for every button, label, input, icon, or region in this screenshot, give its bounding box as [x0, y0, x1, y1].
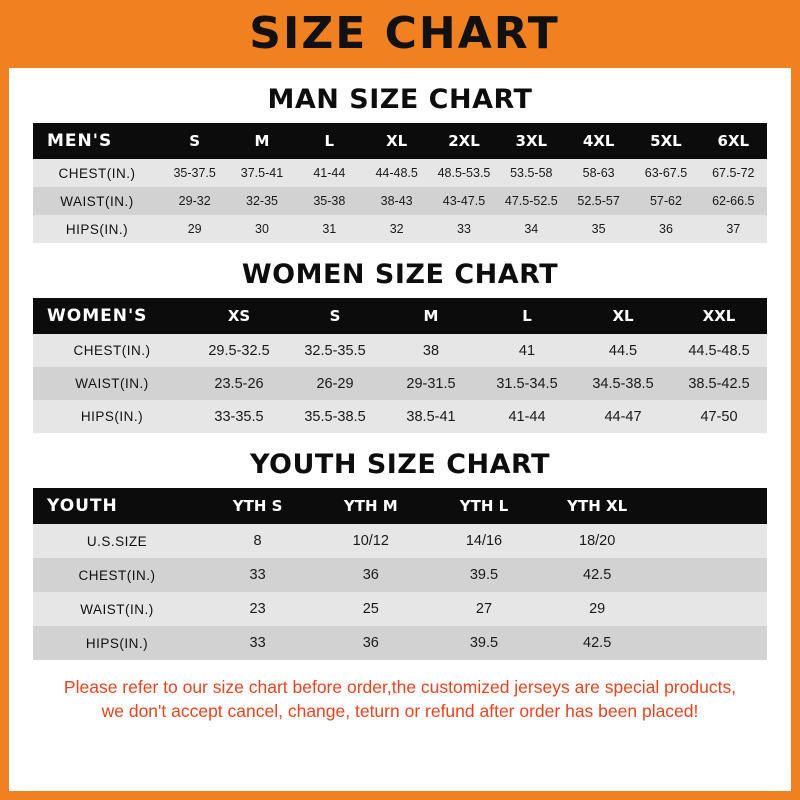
men-cell-1-7: 57-62 — [649, 194, 682, 208]
youth-cell-0-3: 18/20 — [579, 533, 616, 549]
women-cell-0-4: 44.5 — [608, 342, 638, 359]
women-cell-0-3: 41 — [518, 342, 536, 359]
men-cell-0-6: 58-63 — [582, 166, 615, 180]
youth-cell-0-1: 10/12 — [352, 533, 389, 549]
men-size-table — [33, 123, 767, 243]
youth-cell-1-2: 39.5 — [469, 567, 499, 583]
men-cell-1-4: 43-47.5 — [442, 194, 486, 208]
content — [9, 84, 791, 723]
youth-cell-0-0: 8 — [253, 533, 262, 549]
women-cell-1-5: 38.5-42.5 — [688, 375, 750, 392]
men-cell-1-8: 62-66.5 — [712, 194, 755, 208]
women-row-label-0: CHEST(IN.) — [73, 343, 151, 358]
men-col-1: M — [254, 132, 270, 150]
youth-col-3: YTH XL — [567, 497, 628, 515]
table-row — [33, 187, 767, 215]
men-col-5: 3XL — [515, 132, 548, 150]
youth-cell-2-2: 27 — [475, 601, 493, 617]
table-row — [33, 159, 767, 187]
page-title: SIZE CHART — [249, 8, 560, 59]
women-cell-1-2: 29-31.5 — [406, 375, 456, 392]
youth-cell-3-1: 36 — [362, 635, 379, 651]
youth-row-label-1: CHEST(IN.) — [78, 567, 156, 583]
men-table-body — [33, 159, 767, 243]
men-cell-2-2: 31 — [322, 222, 337, 236]
youth-row-label-0: U.S.SIZE — [86, 533, 148, 549]
women-row-label-header: WOMEN'S — [47, 306, 148, 326]
men-cell-2-3: 32 — [389, 222, 404, 236]
youth-col-1: YTH M — [343, 497, 398, 515]
order-notice — [33, 676, 767, 723]
men-row-label-1: WAIST(IN.) — [60, 193, 134, 209]
men-col-6: 4XL — [582, 132, 615, 150]
men-col-8: 6XL — [717, 132, 750, 150]
men-cell-2-1: 30 — [255, 222, 269, 236]
youth-row-label-3: HIPS(IN.) — [85, 635, 149, 651]
youth-cell-1-4 — [654, 558, 767, 592]
youth-cell-3-2: 39.5 — [469, 635, 499, 651]
table-row — [33, 334, 767, 367]
order-notice-line-1: Please refer to our size chart before order,the customized jerseys are special products, — [63, 677, 737, 697]
women-col-4: XL — [612, 307, 634, 325]
youth-col-4 — [654, 488, 767, 524]
women-cell-0-1: 32.5-35.5 — [304, 342, 366, 359]
table-row — [33, 592, 767, 626]
women-col-3: L — [522, 307, 532, 325]
men-cell-1-0: 29-32 — [178, 194, 211, 208]
table-row — [33, 215, 767, 243]
women-cell-0-2: 38 — [422, 342, 440, 359]
banner — [0, 0, 800, 68]
youth-cell-0-4 — [654, 524, 767, 558]
youth-size-table — [33, 488, 767, 660]
men-cell-1-5: 47.5-52.5 — [504, 194, 558, 208]
men-cell-1-6: 52.5-57 — [577, 194, 620, 208]
table-row — [33, 626, 767, 660]
men-cell-2-4: 33 — [457, 222, 471, 236]
men-row-label-header: MEN'S — [47, 131, 113, 151]
men-col-7: 5XL — [650, 132, 682, 150]
section-title-youth: YOUTH SIZE CHART — [249, 449, 551, 480]
women-row-label-1: WAIST(IN.) — [75, 376, 149, 391]
table-header-row — [33, 123, 767, 159]
youth-table-head — [33, 488, 767, 524]
youth-cell-2-1: 25 — [362, 601, 379, 617]
men-cell-0-7: 63-67.5 — [644, 166, 688, 180]
women-cell-2-1: 35.5-38.5 — [304, 408, 366, 425]
table-header-row — [33, 488, 767, 524]
men-col-2: L — [324, 132, 335, 150]
men-col-4: 2XL — [448, 132, 480, 150]
women-cell-2-2: 38.5-41 — [406, 408, 456, 425]
section-title-women: WOMEN SIZE CHART — [241, 259, 559, 290]
men-cell-1-2: 35-38 — [313, 194, 346, 208]
women-cell-2-4: 44-47 — [604, 408, 642, 425]
youth-col-2: YTH L — [459, 497, 509, 515]
table-row — [33, 367, 767, 400]
men-cell-0-0: 35-37.5 — [173, 166, 216, 180]
men-cell-2-0: 29 — [187, 222, 202, 236]
men-cell-2-8: 37 — [726, 222, 741, 236]
men-cell-1-1: 32-35 — [246, 194, 278, 208]
youth-cell-3-3: 42.5 — [583, 635, 612, 651]
table-row — [33, 524, 767, 558]
women-size-table — [33, 298, 767, 433]
women-col-1: S — [329, 307, 341, 325]
men-cell-0-4: 48.5-53.5 — [437, 166, 491, 180]
men-table-head — [33, 123, 767, 159]
youth-cell-3-0: 33 — [249, 635, 266, 651]
youth-cell-3-4 — [654, 626, 767, 660]
women-cell-1-0: 23.5-26 — [214, 375, 264, 392]
youth-cell-2-4 — [654, 592, 767, 626]
women-cell-1-1: 26-29 — [316, 375, 354, 392]
men-cell-0-8: 67.5-72 — [712, 166, 755, 180]
section-title-men: MAN SIZE CHART — [267, 84, 533, 115]
youth-cell-1-1: 36 — [362, 567, 379, 583]
youth-table-body — [33, 524, 767, 660]
women-col-5: XXL — [702, 307, 736, 325]
women-cell-2-3: 41-44 — [508, 408, 546, 425]
men-cell-0-3: 44-48.5 — [375, 166, 418, 180]
men-cell-2-5: 34 — [524, 222, 539, 236]
youth-col-0: YTH S — [232, 497, 283, 515]
table-row — [33, 558, 767, 592]
men-cell-0-1: 37.5-41 — [240, 166, 284, 180]
youth-cell-1-0: 33 — [249, 567, 266, 583]
men-cell-0-5: 53.5-58 — [510, 166, 553, 180]
order-notice-line-2: we don't accept cancel, change, teturn or refund after order has been placed! — [101, 700, 699, 721]
women-cell-1-3: 31.5-34.5 — [496, 375, 558, 392]
youth-cell-0-2: 14/16 — [465, 533, 503, 549]
women-table-body — [33, 334, 767, 433]
men-cell-0-2: 41-44 — [313, 166, 346, 180]
women-cell-1-4: 34.5-38.5 — [592, 375, 654, 392]
youth-cell-2-0: 23 — [249, 601, 266, 617]
table-row — [33, 400, 767, 433]
women-cell-2-0: 33-35.5 — [214, 408, 264, 425]
women-cell-0-0: 29.5-32.5 — [208, 342, 270, 359]
women-cell-2-5: 47-50 — [700, 408, 738, 425]
youth-row-label-header: YOUTH — [47, 496, 118, 516]
youth-cell-1-3: 42.5 — [583, 567, 612, 583]
men-cell-2-7: 36 — [659, 222, 673, 236]
youth-row-label-2: WAIST(IN.) — [80, 601, 154, 617]
men-col-3: XL — [386, 132, 408, 150]
women-row-label-2: HIPS(IN.) — [80, 409, 144, 424]
table-header-row — [33, 298, 767, 334]
men-cell-2-6: 35 — [591, 222, 606, 236]
youth-cell-2-3: 29 — [589, 601, 606, 617]
men-col-0: S — [189, 132, 201, 150]
men-row-label-2: HIPS(IN.) — [65, 221, 129, 237]
women-cell-0-5: 44.5-48.5 — [688, 342, 750, 359]
women-table-head — [33, 298, 767, 334]
women-col-0: XS — [227, 307, 251, 325]
men-row-label-0: CHEST(IN.) — [58, 165, 136, 181]
women-col-2: M — [423, 307, 439, 325]
men-cell-1-3: 38-43 — [380, 194, 413, 208]
